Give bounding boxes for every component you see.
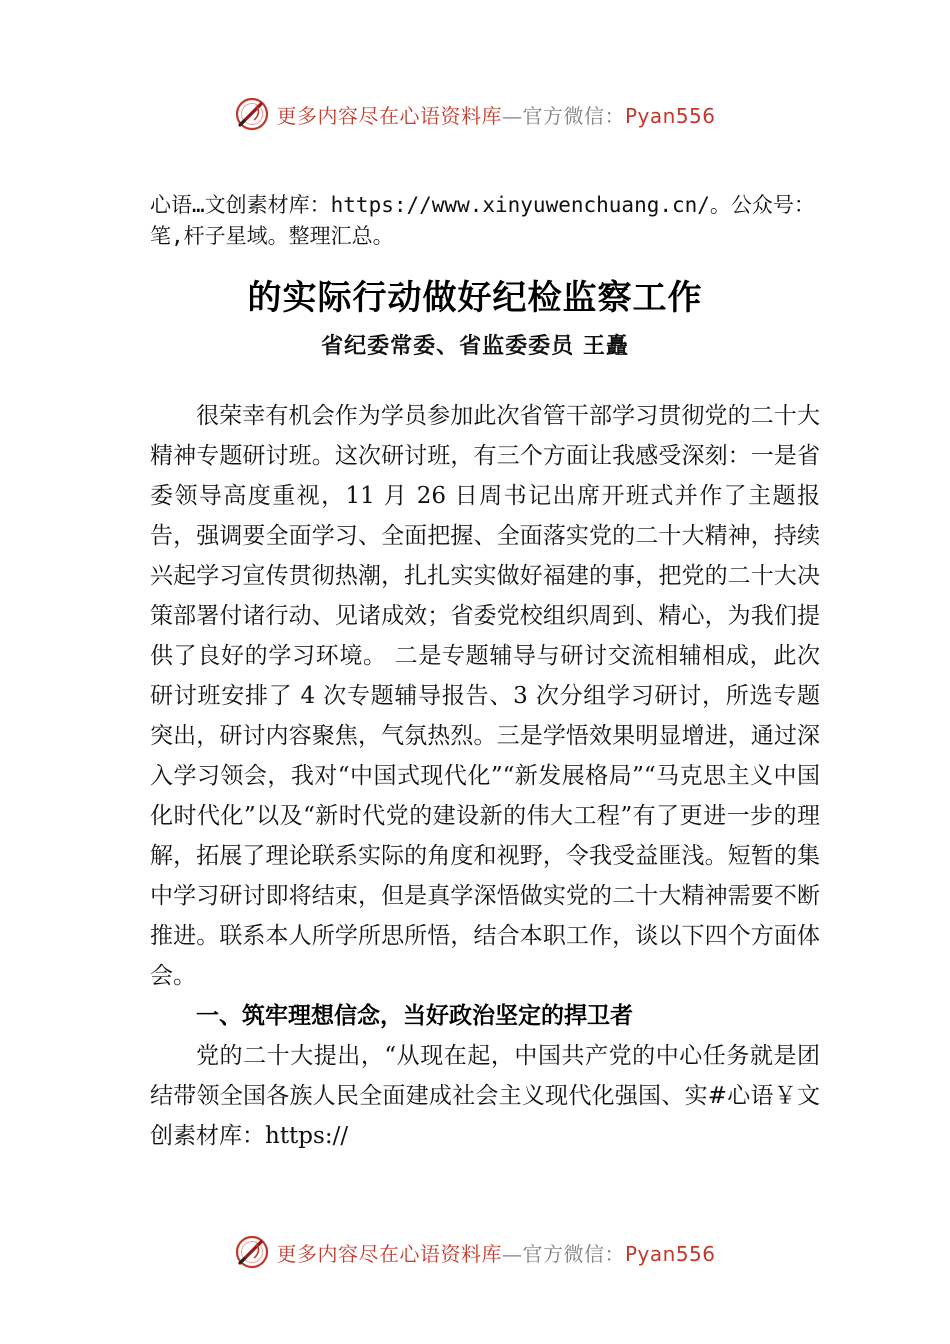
banner-wechat-label: 官方微信：: [522, 103, 625, 128]
banner-wechat-id: Pyan556: [624, 1241, 716, 1266]
document-title: 的实际行动做好纪检监察工作: [247, 278, 703, 318]
brush-logo-icon: [234, 96, 270, 132]
document-body: [150, 396, 820, 1156]
footer-banner: [0, 1232, 950, 1272]
banner-dash: —: [501, 103, 523, 128]
banner-main-text: 更多内容尽在心语资料库: [276, 103, 502, 128]
section-heading: 一、筑牢理想信念，当好政治坚定的捍卫者: [196, 1003, 633, 1029]
banner-dash: —: [501, 1241, 523, 1266]
header-banner: [0, 94, 950, 134]
body-paragraph: 很荣幸有机会作为学员参加此次省管干部学习贯彻党的二十大精神专题研讨班。这次研讨班，有三个方面让我感受深刻：一是省委领导高度重视，11 月 26 日周书记出席开班式并作了主题报告，强调要全面学习、全面把握、全面落实党的二十大精神，持续兴起学习宣传贯彻热潮，扎扎实实做好福建的事，把党的二十大决策部署付诸行动、见诸成效；省委党校组织周到、精心，为我们提供了良好的学习环境。 二是专题辅导与研讨交流相辅相成，此次研讨班安排了 4 次专题辅导报告、3 次分组学习研讨，所选专题突出，研讨内容聚焦，气氛热烈。三是学悟效果明显增进，通过深入学习领会，我对“中国式现代化”“新发展格局”“马克思主义中国化时代化”以及“新时代党的建设新的伟大工程”有了更进一步的理解，拓展了理论联系实际的角度和视野，令我受益匪浅。短暂的集中学习研讨即将结束，但是真学深悟做实党的二十大精神需要不断推进。联系本人所学所思所悟，结合本职工作，谈以下四个方面体会。: [150, 403, 820, 989]
brush-logo-icon: [234, 1234, 270, 1270]
body-paragraph: 党的二十大提出，“从现在起，中国共产党的中心任务就是团结带领全国各族人民全面建成社会主义现代化强国、实#心语￥文创素材库：https://: [150, 1043, 820, 1149]
banner-wechat-label: 官方微信：: [522, 1241, 625, 1266]
banner-text: [276, 100, 715, 129]
banner-main-text: 更多内容尽在心语资料库: [276, 1241, 502, 1266]
source-note: 心语…文创素材库：https://www.xinyuwenchuang.cn/。公众号：笔,杆子星域。整理汇总。: [150, 193, 815, 248]
banner-wechat-id: Pyan556: [624, 103, 716, 128]
document-author: 省纪委常委、省监委委员 王矗: [321, 333, 629, 359]
banner-text: [276, 1238, 715, 1267]
